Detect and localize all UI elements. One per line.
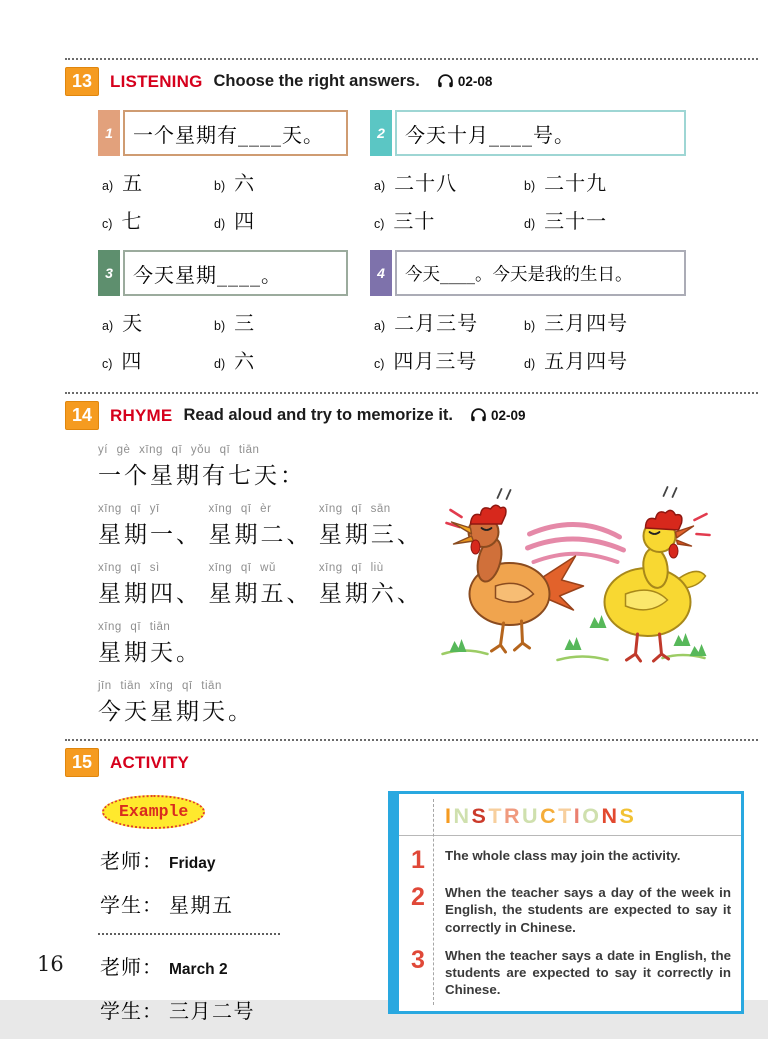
listening-header (65, 67, 758, 96)
example-line: 学生： 三月二号 (100, 999, 255, 1023)
instruction-item: 2 When the teacher says a day of the week in English, the students are expected to say it correctly in Chinese. (411, 883, 731, 935)
question-2-box (395, 110, 686, 156)
activity-title: ACTIVITY (110, 752, 190, 772)
answer-option[interactable]: b) 六 (214, 171, 256, 195)
rhyme-line: xīng qī sì 星期四、 xīng qī wǔ 星期五、 xīng qī liù 星期六、 (98, 562, 423, 607)
question-3-text: 今天星期____。 (133, 262, 282, 287)
instructions-box (388, 791, 744, 1014)
answer-option[interactable]: b) 三月四号 (524, 311, 629, 335)
question-1 (98, 110, 348, 234)
headphones-icon (470, 407, 487, 424)
answer-option[interactable]: c) 七 (102, 209, 143, 233)
question-1-text: 一个星期有____天。 (133, 122, 324, 147)
question-4-box (395, 250, 686, 296)
listening-title: LISTENING (110, 71, 203, 91)
section-divider (65, 392, 758, 394)
example-badge: Example (102, 795, 205, 829)
answer-option[interactable]: a) 五 (102, 171, 144, 195)
example-line: 老师： Friday (100, 849, 216, 873)
page-number: 16 (37, 952, 64, 976)
example-line: 学生： 星期五 (100, 893, 234, 917)
listening-questions (98, 110, 758, 374)
answer-option[interactable]: d) 四 (214, 209, 256, 233)
answer-option[interactable]: a) 二十八 (374, 171, 458, 195)
question-1-box (123, 110, 348, 156)
section-number-badge: 13 (65, 67, 99, 96)
audio-cue (437, 73, 493, 90)
question-2 (370, 110, 686, 234)
question-1-tab: 1 (98, 110, 120, 156)
section-divider (65, 739, 758, 741)
instructions-dashed-rule (433, 799, 434, 1005)
instruction-item: 3 When the teacher says a date in English, the students are expected to say it correctly in Chinese. (411, 945, 731, 998)
rhyme-body (65, 444, 758, 726)
instruction-item: 1 The whole class may join the activity. (411, 846, 681, 874)
question-2-tab: 2 (370, 110, 392, 156)
question-3-box (123, 250, 348, 296)
answer-option[interactable]: b) 三 (214, 311, 256, 335)
example-column (98, 791, 346, 1039)
audio-track-number: 02-08 (457, 74, 493, 89)
question-3 (98, 250, 348, 374)
rhyme-header (65, 401, 758, 430)
answer-option[interactable]: d) 六 (214, 349, 256, 373)
rhyme-line: xīng qī tiān 星期天。 (98, 621, 202, 666)
headphones-icon (437, 73, 454, 90)
question-2-text: 今天十月____号。 (405, 122, 575, 147)
audio-track-number: 02-09 (490, 408, 526, 423)
section-divider (65, 58, 758, 60)
section-number-badge: 14 (65, 401, 99, 430)
answer-option[interactable]: c) 四 (102, 349, 143, 373)
rhyme-line: yí gè xīng qī yǒu qī tiān 一个星期有七天： (98, 444, 306, 489)
answer-option[interactable]: c) 三十 (374, 209, 436, 233)
audio-cue (470, 407, 526, 424)
question-3-tab: 3 (98, 250, 120, 296)
activity-header (65, 748, 758, 777)
rhyme-line: xīng qī yī 星期一、 xīng qī èr 星期二、 xīng qī sān 星期三、 (98, 503, 423, 548)
rhyme-subtitle: Read aloud and try to memorize it. (183, 406, 453, 424)
answer-option[interactable]: a) 二月三号 (374, 311, 479, 335)
example-divider (98, 933, 280, 935)
question-4 (370, 250, 686, 374)
answer-option[interactable]: c) 四月三号 (374, 349, 478, 373)
roosters-illustration (435, 482, 720, 667)
question-4-text: 今天____。今天是我的生日。 (405, 264, 633, 285)
rhyme-title: RHYME (110, 405, 173, 425)
answer-option[interactable]: a) 天 (102, 311, 144, 335)
answer-option[interactable]: d) 五月四号 (524, 349, 629, 373)
example-line: 老师： March 2 (100, 955, 228, 979)
answer-option[interactable]: b) 二十九 (524, 171, 608, 195)
activity-body (98, 791, 758, 1039)
rhyme-line: jīn tiān xīng qī tiān 今天星期天。 (98, 680, 254, 725)
instructions-title-row (399, 802, 741, 836)
section-number-badge: 15 (65, 748, 99, 777)
listening-subtitle: Choose the right answers. (213, 72, 420, 90)
question-4-tab: 4 (370, 250, 392, 296)
instructions-title: INSTRUCTIONS (445, 804, 637, 828)
answer-option[interactable]: d) 三十一 (524, 209, 608, 233)
